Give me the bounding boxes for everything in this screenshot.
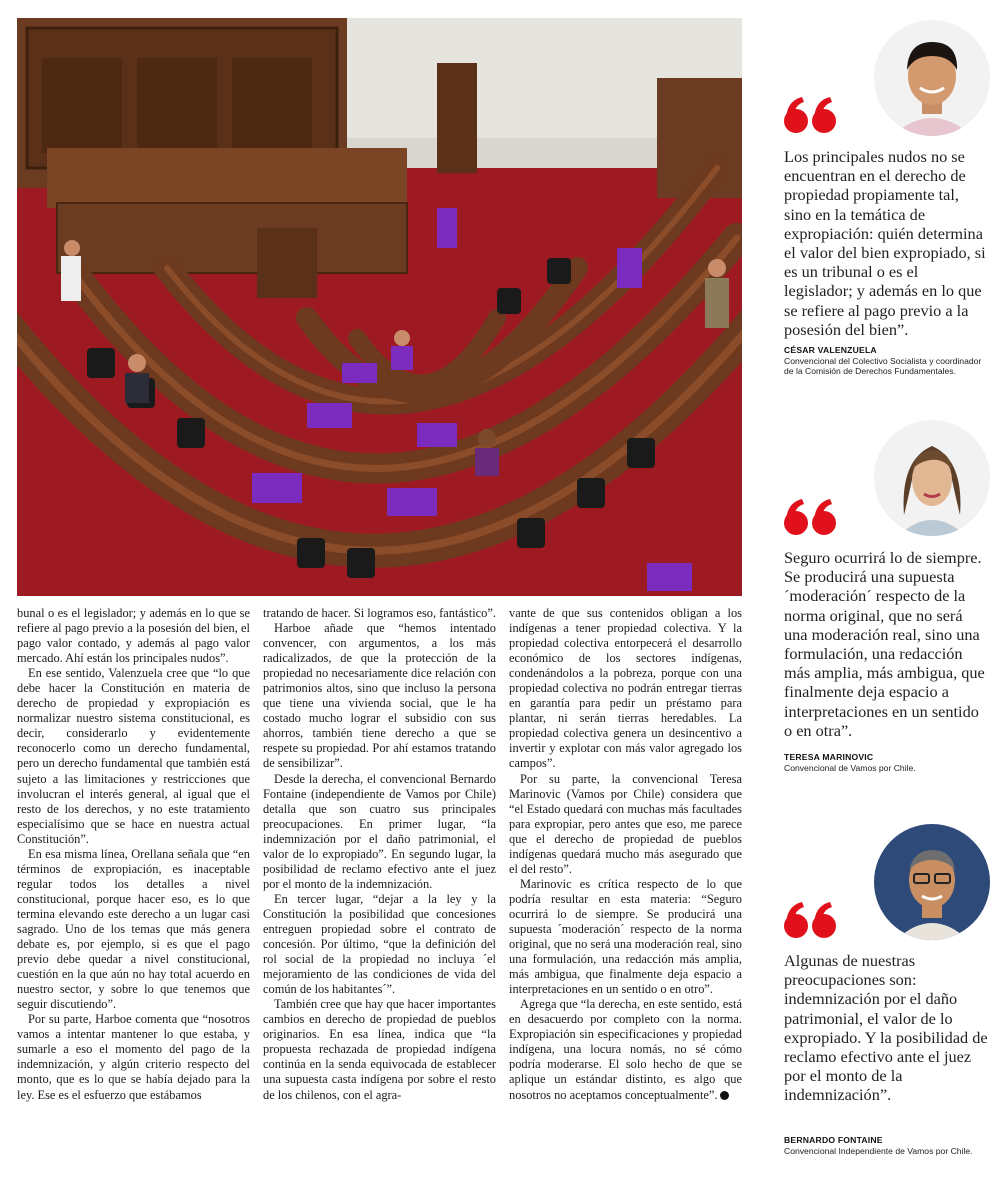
paragraph: Por su parte, Harboe comenta que “nosotros vamos a intentar mantener lo que estaba, y sumarle a eso el momento del pago de la indemnización, y algún criterio respecto del monto, que es lo que se había dejado para la ley. Ese es el esfuerzo que estábamos: [17, 1012, 250, 1102]
paragraph: Harboe añade que “hemos intentado convencer, con argumentos, a los más radicalizados, de que la protección de la propiedad no necesariamente dice relación con patrimonios altos, sino que incluso la persona que tiene una vivienda social, que le ha costado mucho lograr el subsidio con sus ahorros, también tiene derecho a que se respete su propiedad. Por ahí estamos tratando de sensibilizar”.: [263, 621, 496, 771]
paragraph: Por su parte, la convencional Teresa Marinovic (Vamos por Chile) considera que “el Estado quedará con muchas más facultades para expropiar, pero antes que eso, me parece que el derecho de propiedad de pueblos indígenas quedará mucho más asegurado que el del resto”.: [509, 771, 742, 876]
quote-text: Los principales nudos no se encuentran en el derecho de propiedad propiamente tal, sino en la temática de expropiación: quién determina el valor del bien expropiado, si es un tribunal o es el legislador; y además en lo que se refiere al pago previo a la posesión del bien”.: [784, 147, 986, 339]
chamber-photo-illustration: [17, 18, 742, 596]
quote-author-name: CÉSAR VALENZUELA: [784, 345, 877, 355]
end-mark-icon: ●: [720, 1091, 729, 1100]
paragraph: bunal o es el legislador; y además en lo que se refiere al pago previo a la posesión del bien, el pago valor contado, y además al pago valor mercado. Ahí están los principales nudos”.: [17, 606, 250, 666]
quote-mark-icon: [782, 497, 838, 537]
quote-author-name: BERNARDO FONTAINE: [784, 1135, 883, 1145]
paragraph: Marinovic es crítica respecto de lo que podría resultar en esta materia: “Seguro ocurrirá lo de siempre. Se producirá una supuesta ´moderación´ respecto de la norma original, que no será una moderación real, sino una formulación, una redacción más amplia, más ambigua, que finalmente deja espacio a interpretaciones en un sentido o en otro”.: [509, 876, 742, 997]
paragraph: En ese sentido, Valenzuela cree que “lo que debe hacer la Constitución en materia de derecho de propiedad y expropiación es normalizar nuestro sistema constitucional, es decir, considerarlo y evidentemente reconocerlo como un derecho fundamental, pero un derecho fundamental que también está sujeto a las limitaciones y restricciones que involucran el interés general, al igual que el resto de los derechos, y no este tratamiento especialísimo que se hace en nuestra actual Constitución”.: [17, 666, 250, 846]
quote-author-name: TERESA MARINOVIC: [784, 752, 874, 762]
paragraph: En tercer lugar, “dejar a la ley y la Constitución la posibilidad que concesiones entreguen propiedad sobre el contrato de concesión. Por último, “que la definición del rol social de la propiedad no incluya ´el mejoramiento de las condiciones de vida del común de los habitantes´”.: [263, 891, 496, 997]
article-column-2: [263, 606, 496, 1103]
avatar-cesar-valenzuela: [874, 20, 990, 136]
quote-text: Seguro ocurrirá lo de siempre. Se producirá una supuesta ´moderación´ respecto de la norma original, que no será una moderación real, sino una formulación, una redacción más amplia, más ambigua, que finalmente deja espacio a interpretaciones en un sentido o en otra”.: [784, 548, 985, 740]
avatar-bernardo-fontaine: [874, 824, 990, 940]
avatar-teresa-marinovic: [874, 420, 990, 536]
paragraph: Desde la derecha, el convencional Bernardo Fontaine (independiente de Vamos por Chile) detalla que son cuatro sus principales preocupaciones. En primer lugar, “la indemnización por el daño patrimonial, el valor de lo expropiado”. En segundo lugar, la posibilidad de reclamo efectivo ante el juez por el monto de la indemnización.: [263, 771, 496, 891]
paragraph: También cree que hay que hacer importantes cambios en derecho de propiedad de pueblos originarios. En esa línea, indica que “la propuesta rechazada de propiedad indígena continúa en la senda equivocada de establecer una supuesta casta indígena por sobre el resto de los chilenos, con el agra-: [263, 997, 496, 1102]
quote-author-role: Convencional de Vamos por Chile.: [784, 763, 916, 773]
quote-mark-icon: [782, 900, 838, 940]
article-column-1: [17, 606, 250, 1103]
paragraph-last: [509, 997, 742, 1102]
paragraph-text: Agrega que “la derecha, en este sentido, está en desacuerdo por completo con la norma. Expropiación sin especificaciones y propiedad indígena, una locura nomás, no sé cómo podría moderarse. El solo hecho de que se aplique un estándar distinto, es algo que nosotros no aceptamos conceptualmente”.: [509, 997, 742, 1102]
quote-mark-icon: [782, 95, 838, 135]
quote-text: Algunas de nuestras preocupaciones son: indemnización por el daño patrimonial, el valor de lo expropiado. Y la posibilidad de reclamo efectivo ante el juez por el monto de la indemnización”.: [784, 951, 988, 1105]
paragraph: En esa misma línea, Orellana señala que “en términos de expropiación, es inaceptable regular todos los detalles a nivel constitucional, porque hacer eso, es lo que termina elevando este derecho a un lugar casi sagrado. Uno de los temas que más genera debate es, por ejemplo, si es que el pago previo debe quedar a nivel constitucional, cuestión en la que aún no hay total acuerdo en nuestro sector, y sobre lo que tenemos que seguir discutiendo”.: [17, 846, 250, 1012]
paragraph: vante de que sus contenidos obligan a los indígenas a tener propiedad colectiva. Y la propiedad colectiva entorpecerá el desarrollo económico de los sectores indígenas, condenándolos a la pobreza, porque con una propiedad colectiva no podrán entregar tierras en garantía para pedir un préstamo para plantar, ni serán tierras heredables. La propiedad colectiva genera un desincentivo a invertir y explotar con más valor agregado los campos”.: [509, 606, 742, 771]
paragraph: tratando de hacer. Si logramos eso, fantástico”.: [263, 606, 496, 620]
article-column-3: [509, 606, 742, 1103]
quote-author-role: Convencional del Colectivo Socialista y coordinador de la Comisión de Derechos Fundamentales.: [784, 356, 982, 377]
quote-author-role: Convencional Independiente de Vamos por Chile.: [784, 1146, 973, 1156]
main-photo: [17, 18, 742, 596]
